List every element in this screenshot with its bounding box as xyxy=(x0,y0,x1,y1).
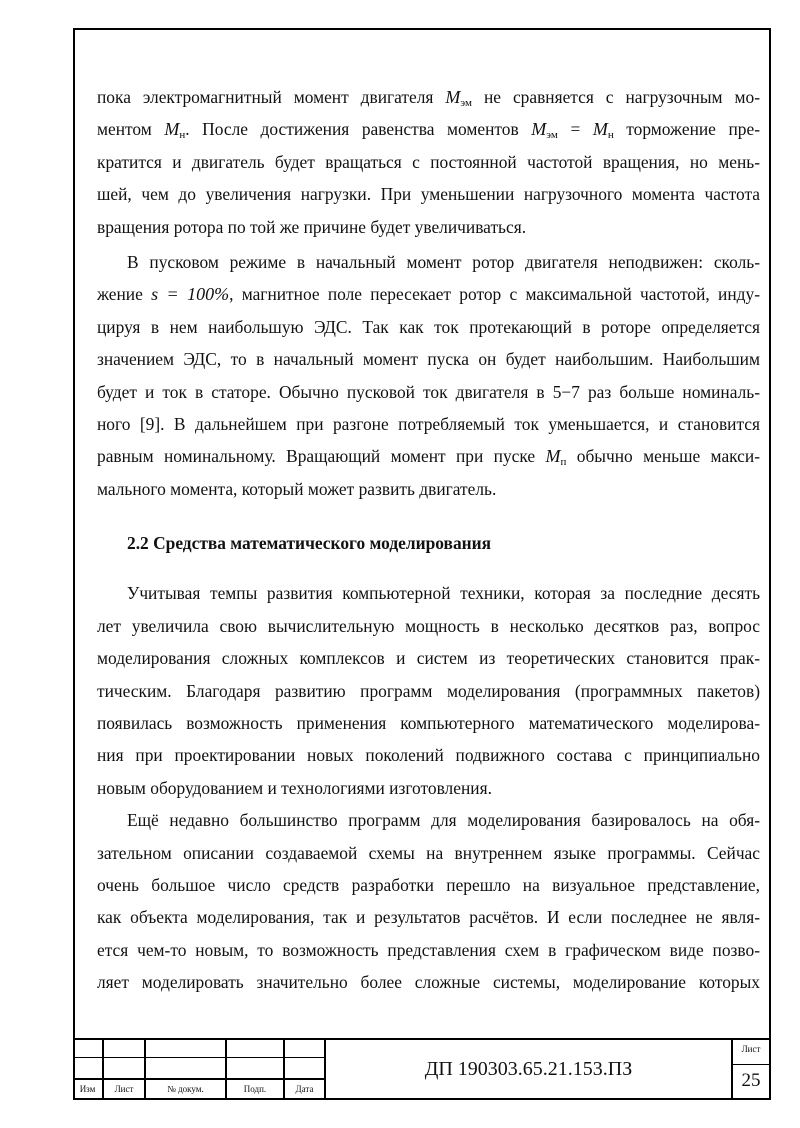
text-line xyxy=(97,675,760,707)
sheet-label: Лист xyxy=(741,1044,761,1054)
text-segment: пока электромагнитный момент двигателя xyxy=(97,87,446,107)
paragraph xyxy=(97,577,760,804)
text-segment: , магнитное поле пересекает ротор с максимальной частотой, инду- xyxy=(229,284,760,305)
text-line xyxy=(97,610,760,642)
math-symbol xyxy=(545,446,567,469)
text-line xyxy=(97,707,760,739)
text-segment: значением ЭДС, то в начальный момент пуска он будет наибольшим. Наибольшим xyxy=(97,349,760,370)
math-subscript: н xyxy=(607,129,614,142)
text-line xyxy=(97,772,760,804)
math-variable: s = 100% xyxy=(151,284,230,305)
text-segment: шей, чем до увеличения нагрузки. При уменьшении нагрузочного момента частота xyxy=(97,184,760,205)
text-segment: цируя в нем наибольшую ЭДС. Так как ток протекающий в роторе определяется xyxy=(97,316,760,337)
text-segment: . После достижения равенства моментов xyxy=(185,119,532,140)
text-segment: Учитывая темпы развития компьютерной техники, которая за последние десять xyxy=(127,583,760,604)
text-segment: торможение пре- xyxy=(613,119,760,140)
title-block-row-divider xyxy=(732,1064,770,1065)
math-variable: M xyxy=(592,119,608,140)
math-symbol xyxy=(164,119,186,142)
math-symbol xyxy=(445,87,472,107)
paragraph xyxy=(97,81,760,243)
text-segment: ния при проектировании новых поколений подвижного состава с принципиально xyxy=(97,745,760,766)
math-variable: M xyxy=(545,446,561,467)
title-block xyxy=(73,1038,771,1098)
text-line xyxy=(97,869,760,901)
text-line xyxy=(97,966,760,998)
text-line xyxy=(97,343,760,375)
text-segment: обычно меньше макси- xyxy=(566,446,760,467)
text-line xyxy=(97,577,760,609)
label-date: Дата xyxy=(295,1084,314,1094)
text-segment: зательном описании создаваемой схемы на внутреннем языке программы. Сейчас xyxy=(97,842,760,863)
text-segment: появилась возможность применения компьютерного математического моделирова- xyxy=(97,713,760,734)
title-block-row-divider xyxy=(73,1057,325,1058)
section-heading: 2.2 Средства математического моделирования xyxy=(127,533,492,554)
document-code: ДП 190303.65.21.153.ПЗ xyxy=(424,1058,633,1080)
text-line xyxy=(97,246,760,278)
text-segment: вращения ротора по той же причине будет увеличиваться. xyxy=(97,216,527,237)
document-body xyxy=(97,81,760,999)
text-line xyxy=(97,278,760,310)
text-segment: ется чем-то новым, то возможность представления схем в графическом виде позво- xyxy=(97,939,760,960)
label-izm: Изм xyxy=(79,1084,96,1094)
text-line xyxy=(97,81,760,113)
text-segment: кратится и двигатель будет вращаться с постоянной частотой вращения, но мень- xyxy=(97,151,760,172)
text-line xyxy=(97,473,760,505)
text-segment: как объекта моделирования, так и результатов расчётов. И если последнее не явля- xyxy=(97,907,760,928)
text-segment: ного [9]. В дальнейшем при разгоне потребляемый ток уменьшается, и становится xyxy=(97,413,760,434)
math-variable: M xyxy=(445,87,461,107)
text-line xyxy=(97,901,760,933)
text-segment: В пусковом режиме в начальный момент ротор двигателя неподвижен: сколь- xyxy=(127,251,760,272)
label-doc-number: № докум. xyxy=(167,1084,204,1094)
text-line xyxy=(97,934,760,966)
text-segment: не сравняется с нагрузочным мо- xyxy=(472,87,761,107)
text-segment: лет увеличила свою вычислительную мощность в несколько десятков раз, вопрос xyxy=(97,615,760,636)
text-line xyxy=(97,146,760,178)
math-subscript: эм xyxy=(460,97,472,109)
paragraph xyxy=(97,246,760,505)
text-segment: равным номинальному. Вращающий момент при пуске xyxy=(97,446,546,467)
text-line xyxy=(97,311,760,343)
text-segment: будет и ток в статоре. Обычно пусковой ток двигателя в 5−7 раз больше номиналь- xyxy=(97,381,760,402)
math-symbol xyxy=(592,119,614,142)
math-variable: M xyxy=(164,119,180,140)
text-line xyxy=(97,837,760,869)
math-variable: M xyxy=(531,119,547,140)
text-line xyxy=(97,642,760,674)
title-block-row-divider xyxy=(73,1078,325,1080)
text-segment: ментом xyxy=(97,119,165,140)
math-subscript: п xyxy=(560,456,567,469)
text-line xyxy=(97,804,760,836)
label-list: Лист xyxy=(114,1084,134,1094)
text-segment: Ещё недавно большинство программ для моделирования базировалось на обя- xyxy=(127,810,760,831)
text-segment: = xyxy=(557,119,593,140)
math-subscript: эм xyxy=(546,129,558,142)
text-line xyxy=(97,408,760,440)
math-subscript: н xyxy=(179,129,186,142)
text-segment: мального момента, который может развить двигатель. xyxy=(97,478,497,499)
math-symbol xyxy=(151,284,229,304)
text-segment: новым оборудованием и технологиями изготовления. xyxy=(97,777,492,798)
text-segment: тическим. Благодаря развитию программ моделирования (программных пакетов) xyxy=(97,680,760,701)
text-segment: жение xyxy=(97,284,152,305)
sheet-number: 25 xyxy=(741,1070,761,1091)
text-line xyxy=(97,739,760,771)
label-signature: Подп. xyxy=(243,1084,267,1094)
text-line xyxy=(97,178,760,210)
math-symbol xyxy=(531,119,558,142)
text-line xyxy=(97,211,760,243)
paragraph xyxy=(97,804,760,998)
text-segment: моделирования сложных комплексов и систем из теоретических становится прак- xyxy=(97,648,760,669)
text-segment: очень большое число средств разработки перешло на визуальное представление, xyxy=(97,874,760,895)
text-segment: ляет моделировать значительно более сложные системы, моделирование которых xyxy=(97,972,760,993)
text-line xyxy=(97,113,760,145)
text-line xyxy=(97,440,760,472)
text-line xyxy=(97,376,760,408)
